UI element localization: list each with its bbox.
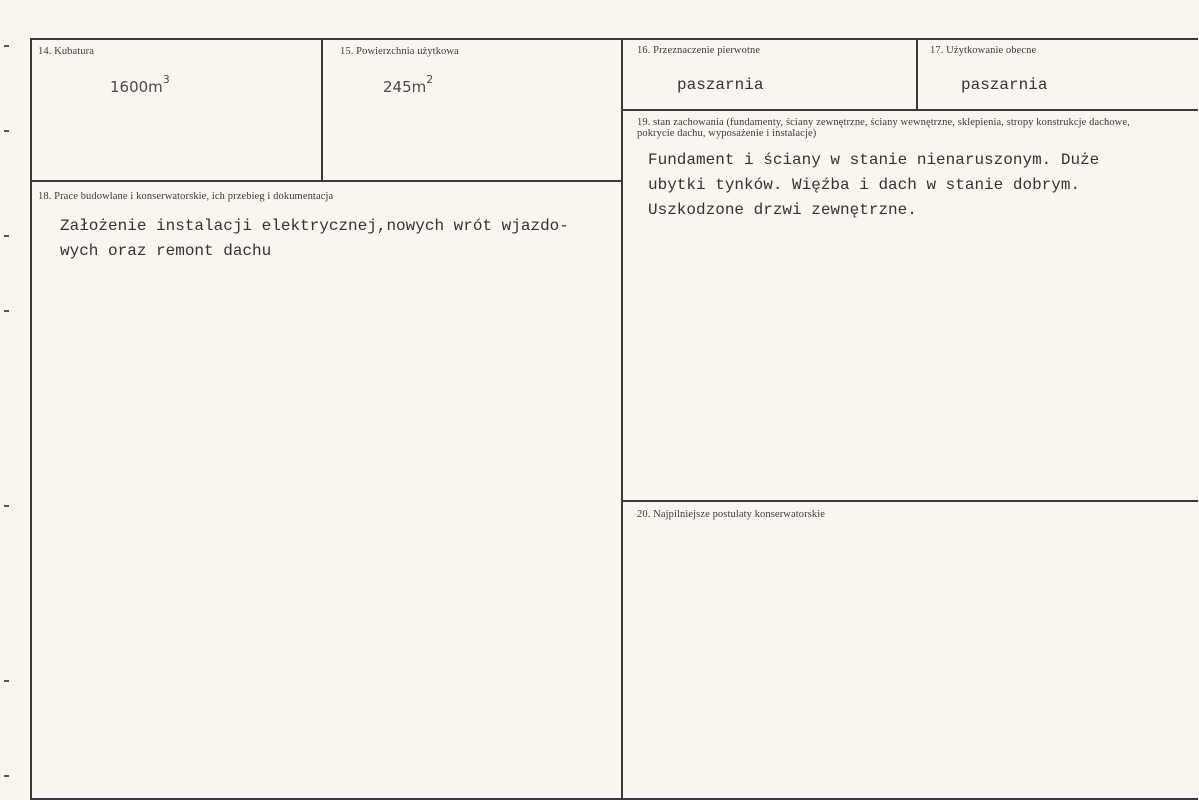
field-15-label: 15. Powierzchnia użytkowa (340, 46, 459, 57)
field-19-label: 19. stan zachowania (fundamenty, ściany zewnętrzne, ściany wewnętrzne, sklepienia, stropy konstrukcje dachowe, pokrycie dachu, wyposażenie i instalacje) (637, 117, 1130, 139)
field-14-value (110, 73, 170, 96)
row1-bottom-rule-right (622, 109, 1198, 111)
field-15-value (383, 73, 434, 96)
field-16-value: paszarnia (677, 76, 764, 94)
field-15-number: 245m (383, 78, 427, 96)
field-14-number: 1600m (110, 78, 163, 96)
field-18-label: 18. Prace budowlane i konserwatorskie, ich przebieg i dokumentacja (38, 191, 334, 202)
margin-mark (4, 310, 9, 312)
field-18-value: Założenie instalacji elektrycznej,nowych wrót wjazdo- wych oraz remont dachu (60, 217, 569, 260)
field20-top-rule (622, 500, 1198, 502)
field-17-label: 17. Użytkowanie obecne (930, 45, 1037, 56)
row1-bottom-rule-left (30, 180, 622, 182)
margin-mark (4, 45, 9, 47)
margin-mark (4, 775, 9, 777)
field-19-value: Fundament i ściany w stanie nienaruszonym. Duże ubytki tynków. Więźba i dach w stanie dobrym. Uszkodzone drzwi zewnętrzne. (648, 151, 1100, 219)
divider-14-15 (321, 38, 323, 181)
margin-mark (4, 130, 9, 132)
margin-mark (4, 505, 9, 507)
divider-16-17 (916, 38, 918, 110)
field-17-value: paszarnia (961, 76, 1048, 94)
field-16-label: 16. Przeznaczenie pierwotne (637, 45, 761, 56)
field-14-label: 14. Kubatura (38, 46, 95, 57)
field-20-label: 20. Najpilniejsze postulaty konserwatorskie (637, 509, 826, 520)
top-rule (30, 38, 1198, 40)
field-14-exponent: 3 (162, 73, 170, 86)
center-divider (621, 38, 623, 800)
margin-mark (4, 235, 9, 237)
margin-mark (4, 680, 9, 682)
left-border (30, 38, 32, 800)
field-15-exponent: 2 (426, 73, 434, 86)
